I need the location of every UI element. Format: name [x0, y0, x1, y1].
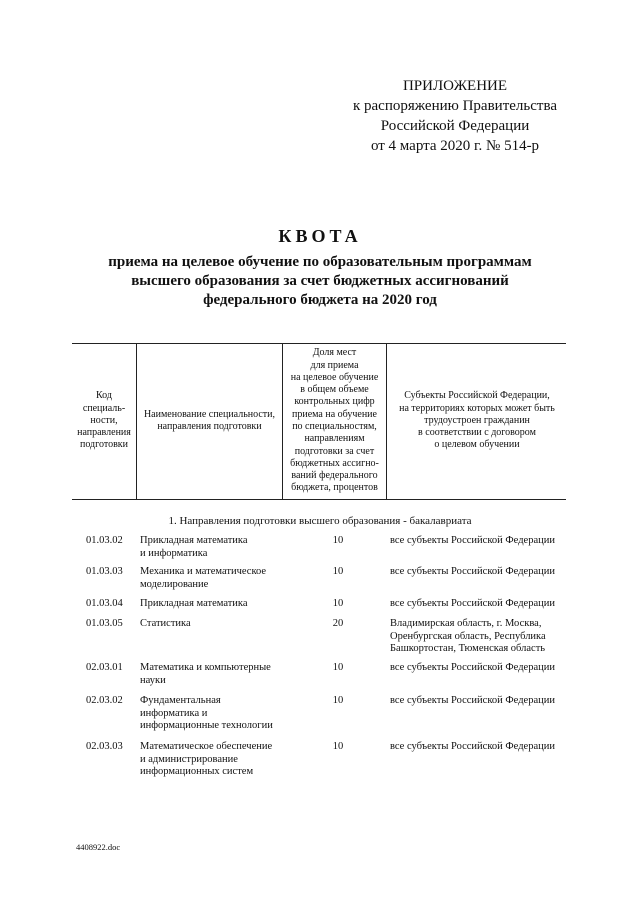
header-line: бюджетных ассигно- [290, 457, 379, 469]
header-code [72, 343, 136, 499]
header-line: по специальностям, [292, 421, 377, 432]
header-line: в общем объеме [300, 384, 369, 396]
row-name [140, 618, 290, 631]
header-line: специаль- [82, 402, 126, 414]
header-regions [387, 343, 567, 499]
row-regions-line: Оренбургская область, Республика [390, 630, 546, 642]
row-regions [390, 695, 565, 708]
table-header-bottom-rule [72, 499, 566, 500]
header-line: о целевом обучении [434, 439, 520, 451]
header-line: контрольных цифр [294, 396, 375, 408]
row-share: 10 [332, 598, 344, 609]
row-name [140, 662, 290, 687]
row-share: 10 [332, 695, 344, 706]
subtitle-line: высшего образования за счет бюджетных ассигнований [131, 273, 509, 289]
row-name-line: и информатика [140, 547, 208, 559]
row-regions [390, 598, 565, 611]
row-regions-line: все субъекты Российской Федерации [390, 566, 555, 577]
header-line: трудоустроен гражданин [424, 414, 530, 426]
header-line: приема на обучение [292, 408, 377, 420]
row-share: 10 [332, 535, 344, 546]
row-name [140, 741, 290, 779]
row-name-line: информатика и [140, 707, 208, 719]
row-regions [390, 535, 565, 548]
header-line: бюджета, процентов [291, 482, 378, 494]
row-name-line: и администрирование [140, 753, 238, 765]
header-name [137, 343, 282, 499]
appendix-reference: к распоряжению Правительства [352, 98, 557, 114]
row-share: 20 [332, 618, 344, 629]
row-regions-line: все субъекты Российской Федерации [390, 695, 555, 706]
row-regions [390, 566, 565, 579]
header-line: направления [77, 427, 131, 439]
subtitle-line: приема на целевое обучение по образовательным программам [108, 254, 532, 270]
row-name [140, 695, 290, 733]
header-line: на целевое обучение [290, 371, 379, 383]
appendix-government: Российской Федерации [380, 118, 530, 134]
row-regions-line: все субъекты Российской Федерации [390, 741, 555, 752]
row-name-line: моделирование [140, 578, 209, 590]
row-name-line: Механика и математическое [140, 566, 267, 577]
row-code: 02.03.01 [86, 662, 123, 673]
subtitle-line: федерального бюджета на 2020 год [203, 292, 437, 308]
header-line: на территориях которых может быть [399, 402, 555, 414]
section-title: 1. Направления подготовки высшего образования - бакалавриата [168, 515, 472, 527]
row-regions-line: все субъекты Российской Федерации [390, 598, 555, 609]
row-name-line: информационных систем [140, 766, 254, 777]
header-line: Наименование специальности, [143, 408, 276, 420]
row-regions [390, 618, 565, 656]
appendix-block [330, 76, 580, 156]
document-title: КВОТА [278, 226, 362, 246]
row-share: 10 [332, 741, 344, 752]
row-code: 01.03.03 [86, 566, 123, 577]
header-line: подготовки [79, 439, 129, 451]
row-share: 10 [332, 662, 344, 673]
header-line: ваний федерального [291, 470, 378, 482]
row-name-line: Математическое обеспечение [140, 741, 273, 752]
appendix-title: ПРИЛОЖЕНИЕ [402, 78, 508, 94]
document-subtitle [90, 253, 550, 310]
row-code: 01.03.05 [86, 618, 123, 629]
header-share [283, 343, 386, 499]
appendix-date-number: от 4 марта 2020 г. № 514-р [370, 138, 540, 154]
header-line: Код [96, 390, 112, 402]
row-name [140, 598, 290, 611]
header-line: ности, [90, 414, 118, 426]
row-regions [390, 741, 565, 754]
row-name-line: Статистика [140, 618, 191, 629]
header-line: Доля мест [312, 347, 357, 359]
row-name-line: информационные технологии [140, 720, 273, 731]
row-code: 02.03.03 [86, 741, 123, 752]
header-line: подготовки за счет [294, 445, 375, 457]
row-name-line: Прикладная математика [140, 535, 248, 546]
row-name-line: Фундаментальная [140, 695, 221, 706]
row-name [140, 566, 290, 591]
footer-filename: 4408922.doc [76, 842, 121, 852]
row-regions-line: все субъекты Российской Федерации [390, 662, 555, 673]
row-regions-line: все субъекты Российской Федерации [390, 535, 555, 546]
header-line: для приема [310, 359, 359, 371]
row-regions-line: Башкортостан, Тюменская область [390, 643, 546, 654]
header-line: направления подготовки [157, 421, 262, 432]
header-line: направлениям [304, 433, 365, 445]
row-code: 01.03.04 [86, 598, 123, 609]
row-code: 01.03.02 [86, 535, 123, 546]
header-line: Субъекты Российской Федерации, [404, 390, 550, 402]
row-name [140, 535, 290, 560]
row-name-line: науки [140, 674, 166, 686]
header-line: в соответствии с договором [418, 427, 536, 439]
row-regions-line: Владимирская область, г. Москва, [390, 618, 542, 629]
row-code: 02.03.02 [86, 695, 123, 706]
row-name-line: Математика и компьютерные [140, 662, 271, 673]
row-regions [390, 662, 565, 675]
row-name-line: Прикладная математика [140, 598, 248, 609]
row-share: 10 [332, 566, 344, 577]
